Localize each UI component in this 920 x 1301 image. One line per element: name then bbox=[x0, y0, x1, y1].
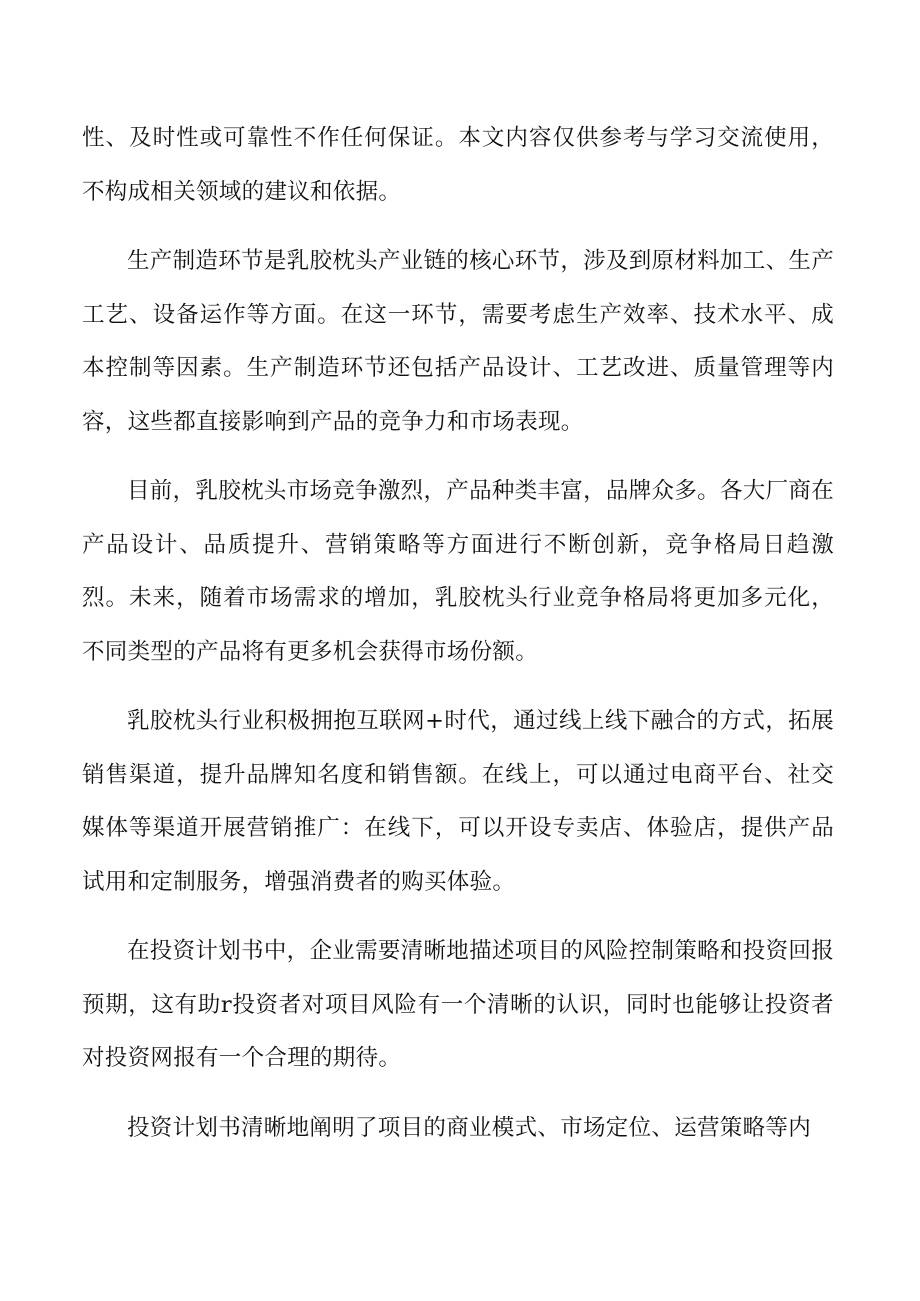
paragraph-production: 生产制造环节是乳胶枕头产业链的核心环节，涉及到原材料加工、生产工艺、设备运作等方面。在这一环节，需要考虑生产效率、技术水平、成本控制等因素。生产制造环节还包括产品设计、工艺改进、质量管理等内容，这些都直接影响到产品的竞争力和市场表现。 bbox=[82, 248, 834, 435]
paragraph-internet-plus: 乳胶枕头行业积极拥抱互联网+时代，通过线上线下融合的方式，拓展销售渠道，提升品牌知名度和销售额。在线上，可以通过电商平台、社交媒体等渠道开展营销推广：在线下，可以开设专卖店、体验店，提供产品试用和定制服务，增强消费者的购买体验。 bbox=[82, 708, 834, 895]
document-body bbox=[82, 112, 834, 1155]
paragraph-disclaimer-continued: 性、及时性或可靠性不作任何保证。本文内容仅供参考与学习交流使用，不构成相关领域的建议和依据。 bbox=[82, 125, 834, 205]
paragraph-business-model: 投资计划书清晰地阐明了项目的商业模式、市场定位、运营策略等内 bbox=[127, 1114, 812, 1141]
paragraph-risk-control: 在投资计划书中，企业需要清晰地描述项目的风险控制策略和投资回报预期，这有助r投资者对项目风险有一个清晰的认识，同时也能够让投资者对投资网报有一个合理的期待。 bbox=[82, 938, 834, 1071]
paragraph-market-competition: 目前，乳胶枕头市场竞争激烈，产品种类丰富，品牌众多。各大厂商在产品设计、品质提升、营销策略等方面进行不断创新，竞争格局日趋激烈。未来，随着市场需求的增加，乳胶枕头行业竞争格局将更加多元化，不同类型的产品将有更多机会获得市场份额。 bbox=[82, 478, 834, 665]
